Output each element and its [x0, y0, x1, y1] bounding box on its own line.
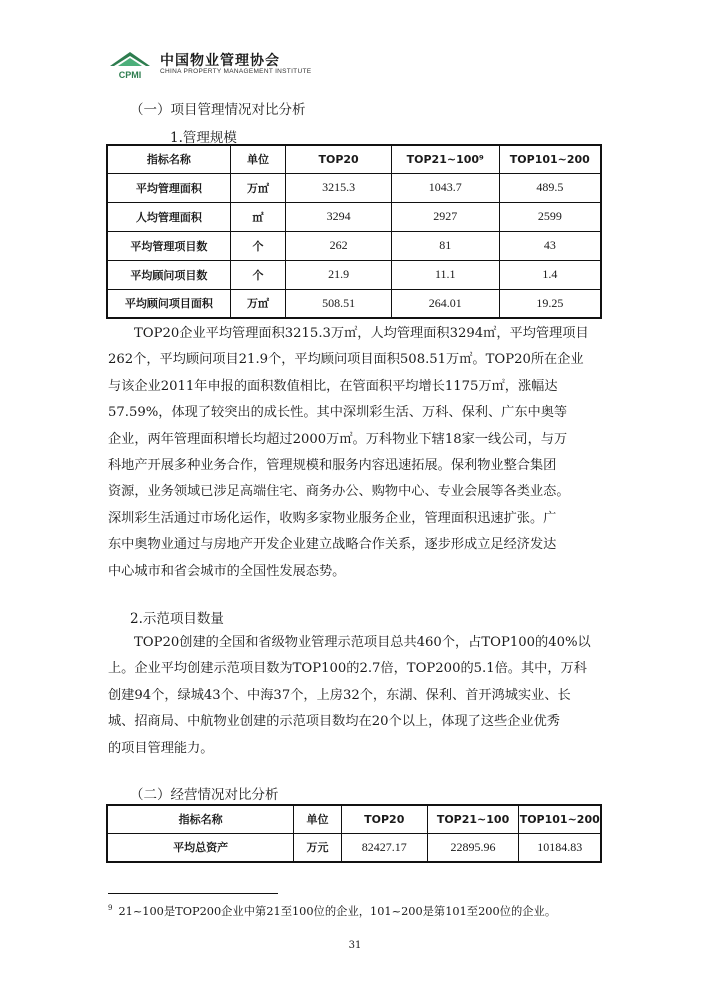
footnote-divider	[108, 893, 278, 894]
table-cell-value: 19.25	[499, 289, 601, 318]
table-cell-unit: 万㎡	[230, 173, 286, 202]
table-row	[107, 289, 601, 318]
paragraph-line: 城、招商局、中航物业创建的示范项目数均在20个以上，体现了这些企业优秀	[108, 714, 560, 730]
table-cell-label: 人均管理面积	[107, 202, 230, 231]
table-header-cell: 单位	[230, 145, 286, 173]
subheading-demo-projects: 2.示范项目数量	[130, 611, 224, 627]
table-header-cell: TOP20	[286, 145, 392, 173]
table-header-cell: 指标名称	[107, 145, 230, 173]
table-row	[107, 202, 601, 231]
cpmi-logo-icon	[108, 48, 152, 82]
paragraph-line: TOP20企业平均管理面积3215.3万㎡，人均管理面积3294㎡，平均管理项目	[134, 326, 589, 341]
table-cell-value: 11.1	[391, 260, 499, 289]
footnote	[108, 903, 556, 919]
paragraph-line: 科地产开展多种业务合作，管理规模和服务内容迅速拓展。保利物业整合集团	[108, 458, 557, 474]
paragraph-line: 57.59%，体现了较突出的成长性。其中深圳彩生活、万科、保利、广东中奥等	[108, 405, 568, 421]
table-header-cell: TOP101~200	[519, 805, 601, 833]
table-header-cell: 指标名称	[107, 805, 294, 833]
paragraph-demo-projects	[108, 630, 608, 762]
subheading-management-scale: 1.管理规模	[170, 130, 237, 146]
table-cell-unit: 万㎡	[230, 289, 286, 318]
table-cell-label: 平均总资产	[107, 833, 294, 862]
page-number: 31	[348, 940, 362, 951]
paragraph-line: 企业，两年管理面积增长均超过2000万㎡。万科物业下辖18家一线公司，与万	[108, 431, 568, 447]
table-cell-unit: 万元	[294, 833, 342, 862]
paragraph-line: 262个，平均顾问项目21.9个，平均顾问项目面积508.51万㎡。TOP20所在企业	[108, 352, 584, 368]
table-cell-label: 平均管理项目数	[107, 231, 230, 260]
table-cell-value: 264.01	[391, 289, 499, 318]
table-row	[107, 231, 601, 260]
table-header-cell: 单位	[294, 805, 342, 833]
table-cell-value: 508.51	[286, 289, 392, 318]
table-header-cell: TOP21~100	[427, 805, 519, 833]
paragraph-line: 深圳彩生活通过市场化运作，收购多家物业服务企业，管理面积迅速扩张。广	[108, 510, 557, 526]
table-cell-unit: 个	[230, 231, 286, 260]
paragraph-line: 上。企业平均创建示范项目数为TOP100的2.7倍，TOP200的5.1倍。其中，万科	[108, 661, 587, 677]
table-header-cell: TOP20	[341, 805, 427, 833]
paragraph-line: 东中奥物业通过与房地产开发企业建立战略合作关系，逐步形成立足经济发达	[108, 537, 557, 553]
table-cell-value: 3294	[286, 202, 392, 231]
section-heading-operations: （二）经营情况对比分析	[130, 787, 279, 803]
table-row	[107, 173, 601, 202]
paragraph-line: TOP20创建的全国和省级物业管理示范项目总共460个，占TOP100的40%以	[134, 635, 591, 650]
table-cell-value: 2927	[391, 202, 499, 231]
table-cell-value: 262	[286, 231, 392, 260]
section-heading-project-management: （一）项目管理情况对比分析	[130, 102, 306, 118]
operations-table	[106, 804, 602, 863]
table-cell-value: 82427.17	[341, 833, 427, 862]
table-cell-value: 1043.7	[391, 173, 499, 202]
table-cell-value: 21.9	[286, 260, 392, 289]
paragraph-line: 与该企业2011年申报的面积数值相比，在管面积平均增长1175万㎡，涨幅达	[108, 378, 558, 394]
table-cell-value: 81	[391, 231, 499, 260]
footnote-marker: 9	[108, 904, 113, 912]
footnote-text: 21~100是TOP200企业中第21至100位的企业，101~200是第101至200位的企业。	[118, 905, 557, 918]
table-cell-value: 2599	[499, 202, 601, 231]
org-name-en: CHINA PROPERTY MANAGEMENT INSTITUTE	[160, 68, 312, 75]
paragraph-management-scale	[108, 321, 608, 585]
table-cell-value: 22895.96	[427, 833, 519, 862]
table-header-cell: TOP21~100⁹	[391, 145, 499, 173]
org-name-cn: 中国物业管理协会	[160, 53, 280, 69]
logo-badge-text: CPMI	[118, 70, 142, 80]
table-header-cell: TOP101~200	[499, 145, 601, 173]
table-row	[107, 260, 601, 289]
table-row	[107, 833, 601, 862]
table-cell-label: 平均顾问项目数	[107, 260, 230, 289]
management-scale-table	[106, 144, 602, 319]
table-cell-label: 平均管理面积	[107, 173, 230, 202]
table-cell-label: 平均顾问项目面积	[107, 289, 230, 318]
paragraph-line: 中心城市和省会城市的全国性发展态势。	[108, 563, 346, 579]
table-cell-value: 3215.3	[286, 173, 392, 202]
paragraph-line: 资源，业务领域已涉足高端住宅、商务办公、购物中心、专业会展等各类业态。	[108, 484, 570, 500]
table-header-row	[107, 805, 601, 833]
paragraph-line: 创建94个，绿城43个、中海37个，上房32个，东湖、保利、首开鸿城实业、长	[108, 687, 571, 703]
table-cell-value: 43	[499, 231, 601, 260]
table-cell-unit: ㎡	[230, 202, 286, 231]
table-cell-unit: 个	[230, 260, 286, 289]
table-header-row	[107, 145, 601, 173]
table-cell-value: 10184.83	[519, 833, 601, 862]
table-cell-value: 489.5	[499, 173, 601, 202]
paragraph-line: 的项目管理能力。	[108, 740, 214, 756]
header-logo	[108, 48, 408, 84]
table-cell-value: 1.4	[499, 260, 601, 289]
